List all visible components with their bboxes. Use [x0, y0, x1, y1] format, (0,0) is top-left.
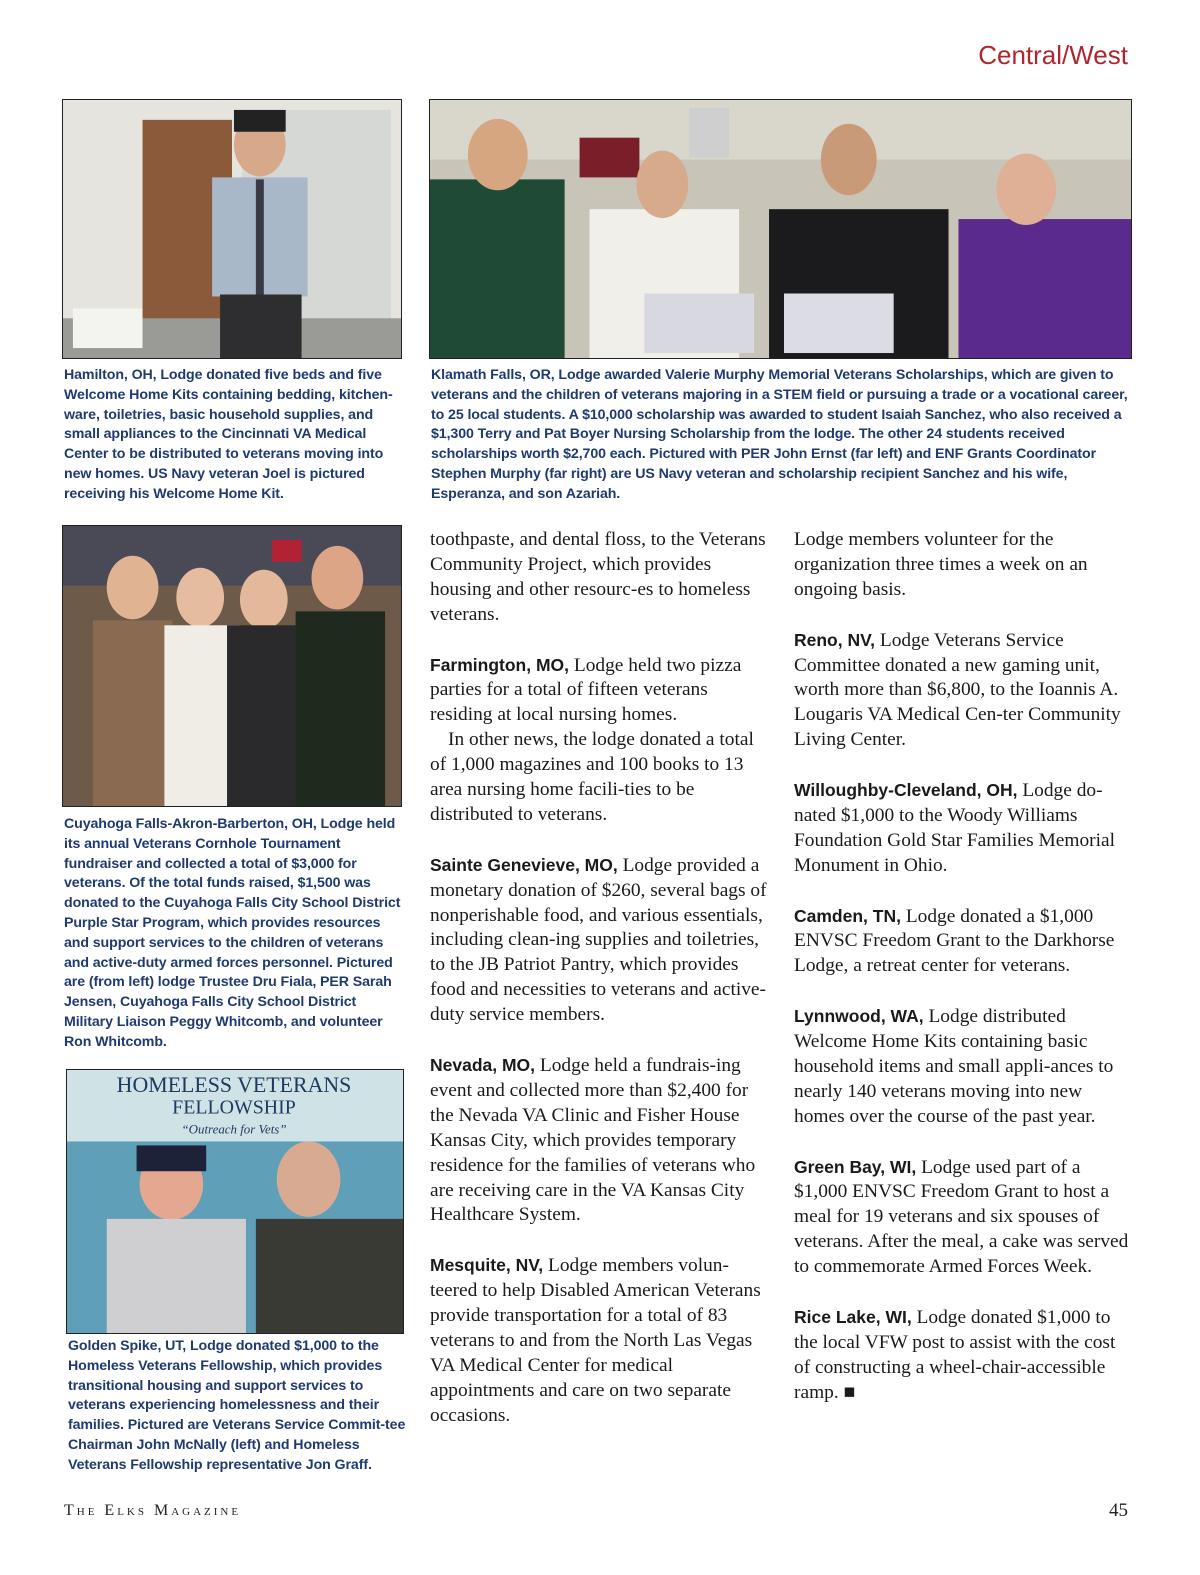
- item-mesquite: [430, 1253, 770, 1428]
- item-green-bay: [794, 1155, 1134, 1281]
- item-sainte-genevieve: [430, 853, 770, 1028]
- item-lynnwood: [794, 1004, 1134, 1130]
- item-continued: Lodge members volunteer for the organization three times a week on an ongoing basis.: [794, 529, 1088, 600]
- item-text: Lodge provided a monetary donation of $260, several bags of nonperishable food, and various essentials, including clean-ing supplies and toiletries, to the JB Patriot Pantry, which provides food and necessities to veterans and active-duty service members.: [430, 854, 767, 1026]
- item-location: Willoughby-Cleveland, OH,: [794, 780, 1018, 801]
- column-right: [794, 528, 1134, 1431]
- caption-golden-spike: [68, 1337, 408, 1476]
- item-farmington: [430, 653, 770, 729]
- item-location: Sainte Genevieve, MO,: [430, 854, 618, 875]
- item-text: Lodge donated $1,000 to the local VFW post to assist with the cost of constructing a wheel-chair-accessible ramp.: [794, 1307, 1116, 1403]
- caption-text: Lodge donated $1,000 to the Homeless Veterans Fellowship, which provides transitional housing and support services to veterans experiencing homelessness and their families. Pictured are Veterans Service Commit-tee Chairman John McNally (left) and Homeless Veterans Fellowship representative Jon Graff.: [68, 1338, 406, 1473]
- item-farmington-more: In other news, the lodge donated a total of 1,000 magazines and 100 books to 13 area nursing home facili-ties to be distributed to veterans.: [430, 729, 754, 825]
- page-number: 45: [1109, 1500, 1128, 1521]
- item-text: Lodge distributed Welcome Home Kits containing basic household items and small appli-ances to nearly 140 veterans moving into new homes over the course of the past year.: [794, 1006, 1114, 1127]
- photo-klamath: [429, 99, 1132, 359]
- item-reno: [794, 628, 1134, 754]
- caption-location: Golden Spike, UT,: [68, 1338, 187, 1354]
- section-label: Central/West: [978, 40, 1128, 70]
- item-willoughby-cleveland: [794, 778, 1134, 879]
- end-mark: ■: [843, 1381, 856, 1403]
- photo-cuyahoga: [62, 525, 402, 807]
- caption-text: Lodge awarded Valerie Murphy Memorial Veterans Scholarships, which are given to veterans and the children of veterans majoring in a STEM field or pursuing a trade or a vocational career, to 25 local students. A $10,000 scholarship was awarded to student Isaiah Sanchez, who also received a $1,300 Terry and Pat Boyer Nursing Scholarship from the lodge. The other 24 students received scholarships worth $2,700 each. Pictured with PER John Ernst (far left) and ENF Grants Coordinator Stephen Murphy (far right) are US Navy veteran and scholarship recipient Sanchez and his wife, Esperanza, and son Azariah.: [431, 367, 1128, 502]
- caption-text: Lodge donated five beds and five Welcome Home Kits containing bedding, kitchen-ware, toiletries, basic household supplies, and small appliances to the Cincinnati VA Medical Center to be distributed to veterans moving into new homes. US Navy veteran Joel is pictured receiving his Welcome Home Kit.: [64, 367, 393, 502]
- caption-cuyahoga: [64, 815, 404, 1053]
- item-nevada: [430, 1053, 770, 1228]
- caption-location: Hamilton, OH,: [64, 367, 157, 383]
- sign-line-1: HOMELESS VETERANS: [116, 1072, 352, 1097]
- footer-magazine-title: The Elks Magazine: [64, 1502, 242, 1519]
- item-text: Lodge do-nated $1,000 to the Woody Williams Foundation Gold Star Families Memorial Monument in Ohio.: [794, 780, 1115, 876]
- item-location: Mesquite, NV,: [430, 1255, 544, 1276]
- item-rice-lake: [794, 1305, 1134, 1406]
- item-text: Lodge members volun-teered to help Disabled American Veterans provide transportation for a total of 83 veterans to and from the North Las Vegas VA Medical Center for medical appointments and care on two separate occasions.: [430, 1255, 761, 1426]
- caption-klamath: [431, 366, 1133, 505]
- photo-golden-spike: [66, 1069, 404, 1334]
- item-location: Lynnwood, WA,: [794, 1006, 924, 1027]
- caption-hamilton: [64, 366, 404, 505]
- caption-location: Cuyahoga Falls-Akron-Barberton, OH,: [64, 816, 317, 832]
- sign-line-2: FELLOWSHIP: [172, 1096, 296, 1119]
- item-text: Lodge donated a $1,000 ENVSC Freedom Grant to the Darkhorse Lodge, a retreat center for veterans.: [794, 905, 1115, 977]
- item-location: Nevada, MO,: [430, 1054, 536, 1075]
- column-middle: [430, 528, 770, 1453]
- item-text: Lodge Veterans Service Committee donated a new gaming unit, worth more than $6,800, to the Ioannis A. Lougaris VA Medical Cen-ter Community Living Center.: [794, 629, 1121, 751]
- item-location: Green Bay, WI,: [794, 1156, 917, 1177]
- item-location: Reno, NV,: [794, 629, 876, 650]
- item-location: Farmington, MO,: [430, 654, 570, 675]
- item-text: Lodge used part of a $1,000 ENVSC Freedom Grant to host a meal for 19 veterans and six spouses of veterans. After the meal, a cake was served to commemorate Armed Forces Week.: [794, 1156, 1129, 1278]
- item-camden: [794, 904, 1134, 980]
- item-location: Rice Lake, WI,: [794, 1307, 912, 1327]
- item-location: Camden, TN,: [794, 905, 901, 926]
- item-text: Lodge held two pizza parties for a total of fifteen veterans residing at local nursing homes.: [430, 654, 742, 726]
- item-text: Lodge held a fundrais-ing event and collected more than $2,400 for the Nevada VA Clinic and Fisher House Kansas City, which provides temporary residence for the families of veterans who are receiving care in the VA Kansas City Healthcare System.: [430, 1054, 756, 1226]
- caption-text: Lodge held its annual Veterans Cornhole Tournament fundraiser and collected a total of $3,000 for veterans. Of the total funds raised, $1,500 was donated to the Cuyahoga Falls City School District Purple Star Program, which provides resources and support services to the children of veterans and active-duty armed forces personnel. Pictured are (from left) lodge Trustee Dru Fiala, PER Sarah Jensen, Cuyahoga Falls City School District Military Liaison Peggy Whitcomb, and volunteer Ron Whitcomb.: [64, 816, 401, 1050]
- photo-hamilton: [62, 99, 402, 359]
- item-continued: toothpaste, and dental floss, to the Veterans Community Project, which provides housing and other resourc-es to homeless veterans.: [430, 529, 766, 625]
- caption-location: Klamath Falls, OR,: [431, 367, 555, 383]
- sign-line-3: “Outreach for Vets”: [181, 1121, 287, 1137]
